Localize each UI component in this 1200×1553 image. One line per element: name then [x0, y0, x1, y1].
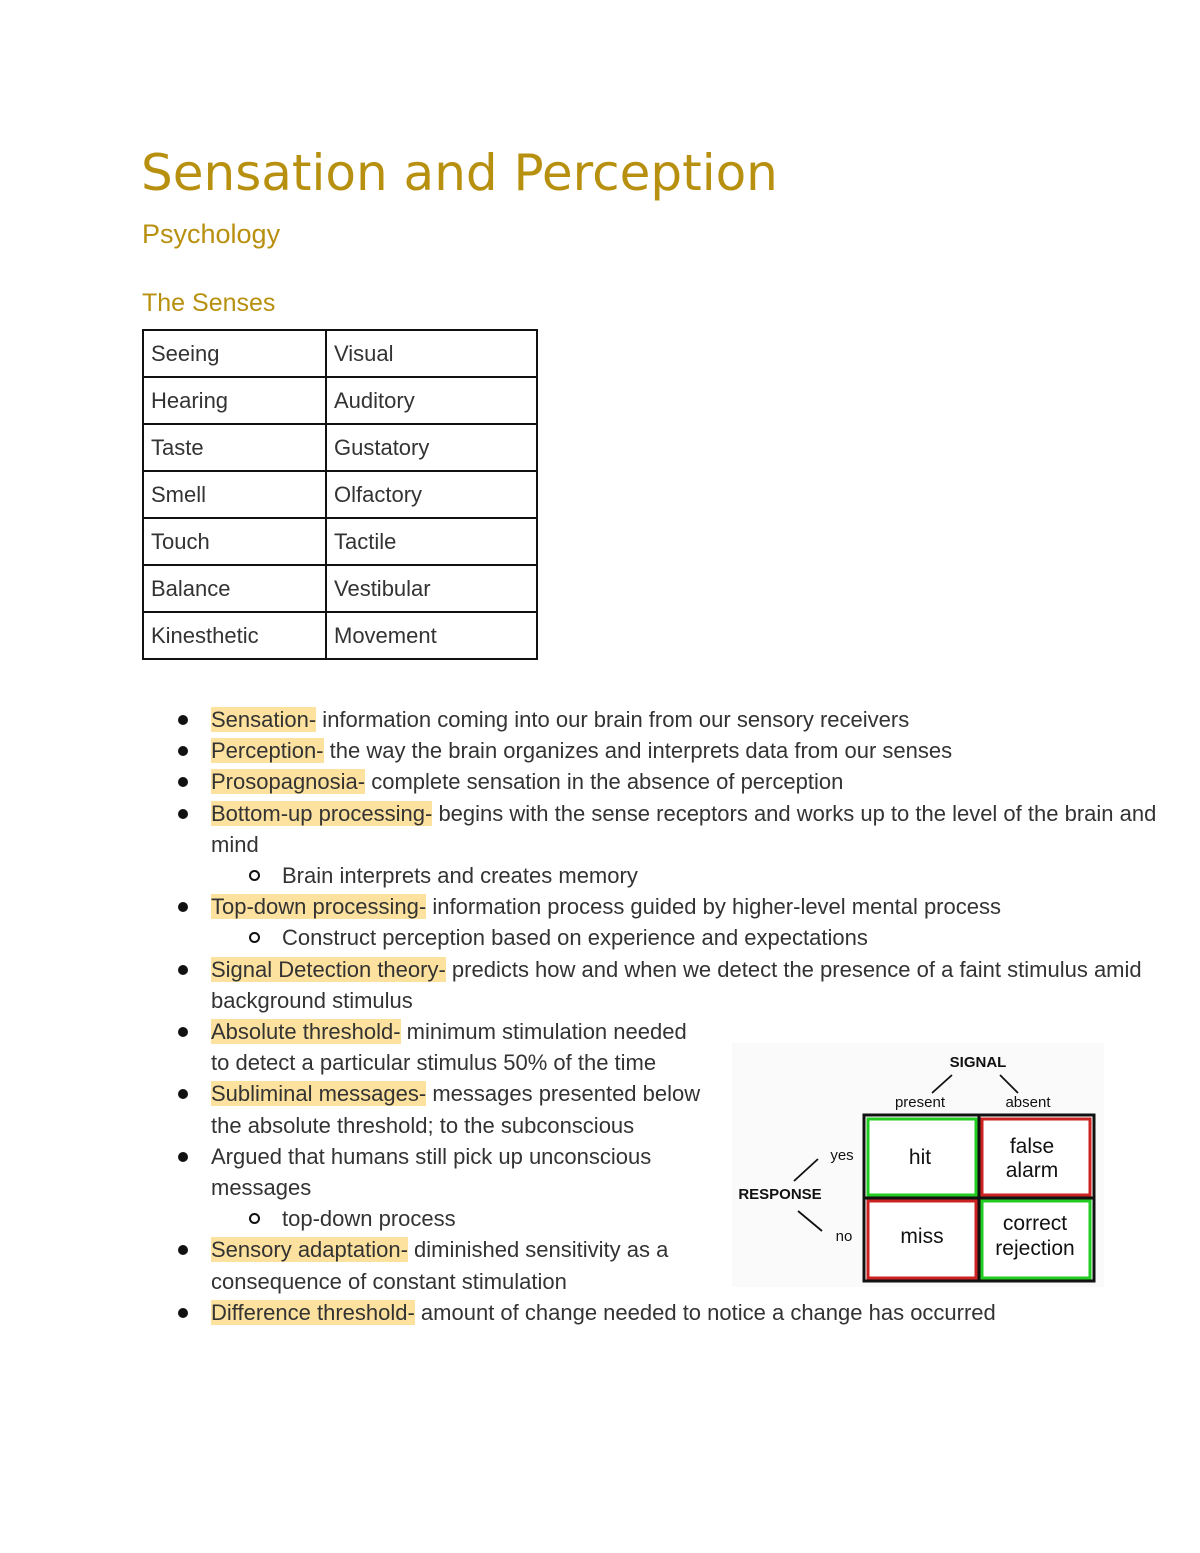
list-item-perception — [0, 735, 1200, 766]
miss-text: miss — [900, 1225, 944, 1248]
sub-list-item: top-down process — [0, 1203, 1200, 1234]
definition-text: complete sensation in the absence of perception — [365, 769, 844, 795]
senses-table — [142, 329, 538, 660]
definition-text: information coming into our brain from our sensory receivers — [316, 707, 910, 732]
table-cell-sense: Kinesthetic — [143, 612, 326, 659]
correct-rejection-text-line1: correct — [1002, 1212, 1068, 1235]
list-item-top-down — [0, 891, 1200, 922]
term-highlight: Absolute threshold- — [211, 1019, 401, 1045]
table-row — [143, 471, 537, 518]
table-row — [143, 424, 537, 471]
response-branch-down — [798, 1211, 822, 1231]
table-cell-system: Olfactory — [326, 471, 537, 518]
term-highlight: Prosopagnosia- — [211, 769, 366, 795]
term-highlight: Sensory adaptation- — [211, 1237, 408, 1263]
signal-detection-diagram — [732, 1043, 1104, 1287]
term-highlight: Signal Detection theory- — [211, 956, 446, 982]
term-highlight: Bottom-up processing- — [211, 800, 433, 826]
definition-text: begins with the sense receptors and works up to the level of the brain and mind — [211, 800, 1157, 857]
definition-text: amount of change needed to notice a change has occurred — [414, 1299, 996, 1325]
table-cell-system: Tactile — [326, 518, 537, 565]
term-highlight: Top-down processing- — [211, 894, 427, 920]
false-alarm-text-line1: false — [1009, 1135, 1055, 1158]
term-highlight: Sensation- — [211, 707, 317, 732]
signal-branch-left — [932, 1075, 952, 1093]
list-item-sensation — [0, 704, 1200, 735]
table-row — [143, 377, 537, 424]
list-item-unconscious: Argued that humans still pick up unconscious messages — [0, 1141, 711, 1203]
definition-text: the way the brain organizes and interprets data from our senses — [323, 738, 953, 764]
no-label: no — [835, 1228, 853, 1245]
table-cell-system: Vestibular — [326, 565, 537, 612]
table-row — [143, 330, 537, 377]
definition-text: information process guided by higher-level mental process — [426, 894, 1001, 920]
list-item-sensory-adaptation — [0, 1234, 711, 1296]
response-branch-up — [794, 1159, 818, 1181]
correct-rejection-text-line2: rejection — [995, 1237, 1075, 1260]
table-row — [143, 518, 537, 565]
list-item-prosopagnosia — [0, 766, 1200, 797]
definition-text: minimum stimulation needed to detect a particular stimulus 50% of the time — [211, 1019, 687, 1076]
definition-text: diminished sensitivity as a consequence of constant stimulation — [211, 1237, 669, 1294]
absent-label: absent — [1005, 1094, 1051, 1111]
present-label: present — [894, 1094, 946, 1111]
table-cell-sense: Balance — [143, 565, 326, 612]
yes-label: yes — [830, 1147, 854, 1164]
table-cell-sense: Touch — [143, 518, 326, 565]
table-row — [143, 612, 537, 659]
list-item-absolute-threshold — [0, 1016, 711, 1078]
signal-label: SIGNAL — [949, 1054, 1007, 1071]
sub-list-item: Brain interprets and creates memory — [0, 860, 1200, 891]
table-cell-system: Gustatory — [326, 424, 537, 471]
table-cell-system: Auditory — [326, 377, 537, 424]
list-item-difference-threshold — [0, 1297, 1200, 1328]
response-label: RESPONSE — [738, 1186, 822, 1203]
page-title: Sensation and Perception — [141, 144, 778, 202]
table-cell-system: Visual — [326, 330, 537, 377]
list-item-signal-detection — [0, 954, 1200, 1016]
table-cell-sense: Smell — [143, 471, 326, 518]
table-cell-system: Movement — [326, 612, 537, 659]
false-alarm-text-line2: alarm — [1005, 1159, 1059, 1182]
table-cell-sense: Hearing — [143, 377, 326, 424]
term-highlight: Subliminal messages- — [211, 1081, 427, 1107]
list-item-bottom-up — [0, 798, 1200, 860]
section-heading-senses: The Senses — [142, 289, 276, 317]
table-row — [143, 565, 537, 612]
list-item-subliminal — [0, 1078, 711, 1140]
table-cell-sense: Taste — [143, 424, 326, 471]
signal-branch-right — [1000, 1075, 1018, 1093]
definition-text: messages presented below the absolute threshold; to the subconscious — [211, 1081, 701, 1138]
table-cell-sense: Seeing — [143, 330, 326, 377]
definition-text: predicts how and when we detect the presence of a faint stimulus amid background stimulus — [211, 956, 1142, 1013]
term-highlight: Difference threshold- — [211, 1299, 415, 1325]
hit-text: hit — [908, 1146, 932, 1169]
page-subtitle: Psychology — [142, 219, 281, 249]
term-highlight: Perception- — [211, 738, 324, 764]
sub-list-item: Construct perception based on experience and expectations — [0, 922, 1200, 953]
